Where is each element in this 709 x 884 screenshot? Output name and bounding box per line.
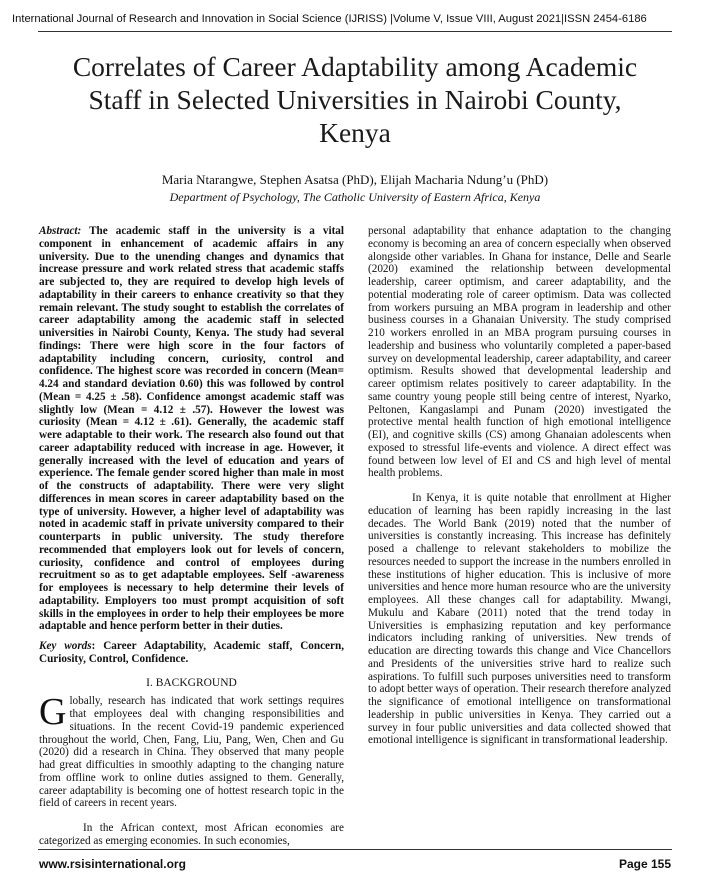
page-number: Page 155 <box>618 857 671 871</box>
drop-cap: G <box>39 691 67 734</box>
left-column <box>39 225 344 848</box>
paper-title <box>30 50 680 149</box>
background-paragraph-1-text: lobally, research has indicated that work settings requires that employees deal with changing responsibilities and situations. In the recent Covid-19 pandemic experienced throughout the world, Chen, Fang, Liu, Pang, Wen, Chen and Gu (2020) did a research in China. They observed that many people had great difficulties in smoothly adapting to the changing nature from offline work to online duties assigned to them. Generally, career adaptability is becoming one of hottest research topic in the field of careers in recent years. <box>39 695 344 810</box>
title-line-3: Kenya <box>319 117 391 148</box>
authors: Maria Ntarangwe, Stephen Asatsa (PhD), Elijah Macharia Ndung’u (PhD) <box>161 172 549 187</box>
keywords <box>39 640 344 666</box>
right-column <box>368 225 671 747</box>
keywords-label: Key words <box>39 640 92 652</box>
footer-rule <box>38 849 672 850</box>
background-paragraph-2: In the African context, most African economies are categorized as emerging economies. In such economies, <box>39 822 344 847</box>
header-rule <box>38 31 672 32</box>
abstract <box>39 225 344 633</box>
title-line-2: Staff in Selected Universities in Nairobi County, <box>88 84 622 115</box>
abstract-text: The academic staff in the university is a vital component in enhancement of academic affairs in any university. Due to the unending changes and dynamics that increase pressure and work related stress that academic staffs are subjected to, they are required to develop high levels of adaptability in their careers to enhance creativity so that they remain relevant. The study sought to establish the correlates of career adaptability among the academic staff in selected universities in Nairobi County, Kenya. The study had several findings: There were high score in the four factors of adaptability including concern, curiosity, control and confidence. The highest score was recorded in concern (Mean= 4.24 and standard deviation 0.60) this was followed by control (Mean = 4.25 ± .58). Confidence amongst academic staff was slightly low (Mean = 4.12 ± .57). However the lowest was curiosity (Mean = 4.12 ± .61). Generally, the academic staff were adaptable to their work. The research also found out that career adaptability reduced with increase in age. However, it generally increased with the level of education and years of experience. The female gender scored higher than male in most of the constructs of adaptability. There were very slight differences in mean scores in career adaptability based on the type of university. However, a higher level of adaptability was noted in academic staff in private university compared to their counterparts in public university. The study therefore recommended that employers look out for levels of concern, curiosity, confidence and control of employees during recruitment so as to get adaptable employees. Self -awareness for employees is necessary to help determine their levels of adaptability. Employers too must prompt acquisition of soft skills in the employees in order to help their employees be more adaptable and hence perform better in their duties. <box>39 225 344 633</box>
footer-website: www.rsisinternational.org <box>39 857 186 871</box>
title-line-1: Correlates of Career Adaptability among Academic <box>72 51 638 82</box>
journal-header: International Journal of Research and Innovation in Social Science (IJRISS) |Volume V, Issue VIII, August 2021|ISSN 2454-6186 <box>12 13 647 25</box>
affiliation: Department of Psychology, The Catholic University of Eastern Africa, Kenya <box>169 190 541 204</box>
background-paragraph-1 <box>39 691 344 810</box>
abstract-label: Abstract: <box>39 225 82 237</box>
right-paragraph-2: In Kenya, it is quite notable that enrollment at Higher education of learning has been rapidly increasing in the last decades. The World Bank (2019) noted that the number of universities is constantly increasing. This increase has definitely posed a challenge to relevant stakeholders to mobilize the resources needed to support the increase in the numbers enrolled in these institutions of higher education. This is inclusive of more universities and hence more human resource who are the university employees. All these changes call for adaptability. Mwangi, Mukulu and Kabare (2011) noted that the trend today in Universities is emphasizing reputation and key performance indicators including ranking of universities. New trends of education are directing towards this change and Vice Chancellors and Presidents of the universities strive hard to realize such aspirations. To fulfill such purposes universities need to transform to adopt better ways of operation. Their research therefore analyzed the significance of emotional intelligence on transformational leadership in public universities in Kenya. They carried out a survey in four public universities and data collected showed that emotional intelligence is significant in transformational leadership. <box>368 492 671 747</box>
section-heading-background: I. BACKGROUND <box>146 676 237 689</box>
keywords-text: : Career Adaptability, Academic staff, Concern, Curiosity, Control, Confidence. <box>39 640 344 665</box>
right-paragraph-1: personal adaptability that enhance adaptation to the changing economy is becoming an area of concern especially when observed alongside other variables. In Ghana for instance, Delle and Searle (2020) examined the relationship between developmental leadership, career optimism, and career adaptability, and the potential moderating role of career optimism. Data was collected from workers pursuing an MBA program in leadership and other business courses in a Ghanaian University. The study comprised 210 workers enrolled in an MBA program pursuing courses in leadership and business who voluntarily completed a paper-based survey on developmental leadership, career adaptability, and career optimism. Results showed that developmental leadership and career optimism relates positively to career adaptability. In the same country young people still being centre of interest, Nyarko, Peltonen, Kangaslampi and Punam (2020) investigated the protective mental health function of high emotional intelligence (EI), and cognitive skills (CS) among Ghanaian adolescents when exposed to stressful life-events and violence. A direct effect was found between low level of EI and CS and high level of mental health problems. <box>368 225 671 480</box>
